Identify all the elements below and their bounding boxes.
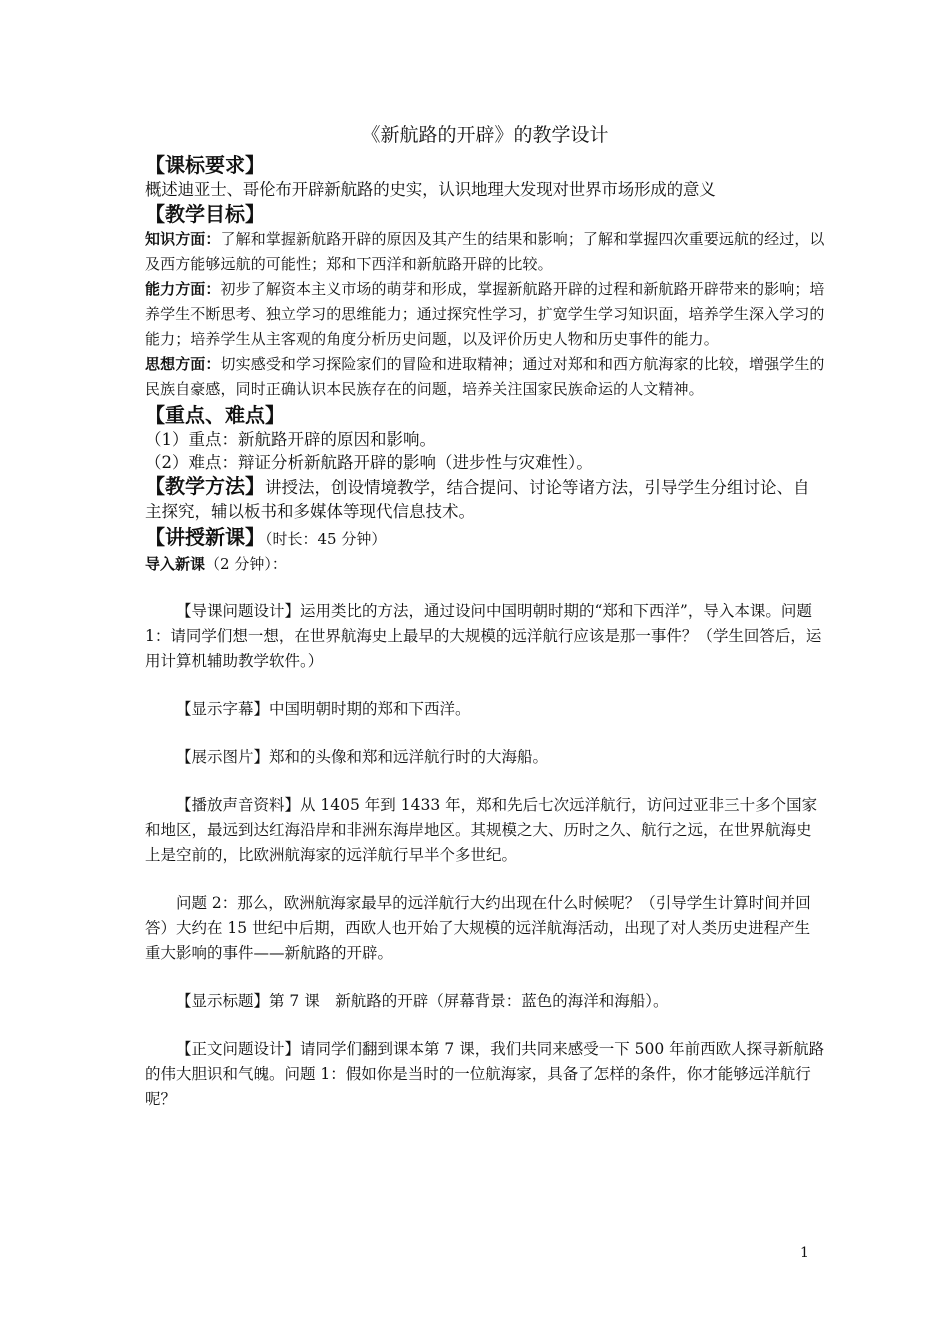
lesson-heading [145, 524, 825, 552]
intro-duration: （2 分钟）： [205, 555, 287, 573]
paragraph-caption: 【显示字幕】中国明朝时期的郑和下西洋。 [176, 700, 471, 718]
key-point-1: （1）重点：新航路开辟的原因和影响。 [145, 430, 436, 449]
thought-label: 思想方面： [145, 355, 221, 373]
goals-heading: 【教学目标】 [145, 202, 265, 226]
key-points-heading: 【重点、难点】 [145, 403, 285, 427]
lesson-duration: （时长：45 分钟） [265, 530, 387, 548]
document-page [145, 118, 825, 1112]
knowledge-text: 了解和掌握新航路开辟的原因及其产生的结果和影响；了解和掌握四次重要远航的经过，以及西方能够远航的可能性；郑和下西洋和新航路开辟的比较。 [145, 230, 825, 273]
paragraph-lesson-title: 【显示标题】第 7 课 新航路的开辟（屏幕背景：蓝色的海洋和海船）。 [176, 992, 669, 1010]
spacer [145, 674, 825, 697]
document-title: 《新航路的开辟》的教学设计 [361, 124, 609, 146]
spacer [145, 966, 825, 989]
paragraph-main-question: 【正文问题设计】请同学们翻到课本第 7 课，我们共同来感受一下 500 年前西欧人探寻新航路的伟大胆识和气魄。问题 1：假如你是当时的一位航海家，具备了怎样的条件，你才能够远洋航行呢？ [145, 1040, 825, 1108]
paragraph-image: 【展示图片】郑和的头像和郑和远洋航行时的大海船。 [176, 748, 549, 766]
thought-text: 切实感受和学习探险家们的冒险和进取精神；通过对郑和和西方航海家的比较，增强学生的民族自豪感，同时正确认识本民族存在的问题，培养关注国家民族命运的人文精神。 [145, 355, 825, 398]
paragraph-lead-question: 【导课问题设计】运用类比的方法，通过设问中国明朝时期的“郑和下西洋”，导入本课。问题 1：请同学们想一想，在世界航海史上最早的大规模的远洋航行应该是那一事件？（学生回答后，运用计算机辅助教学软件。） [145, 602, 822, 670]
curriculum-text: 概述迪亚士、哥伦布开辟新航路的史实，认识地理大发现对世界市场形成的意义 [145, 180, 716, 199]
page-number: 1 [800, 1245, 809, 1261]
curriculum-heading: 【课标要求】 [145, 153, 265, 177]
spacer [145, 770, 825, 793]
ability-label: 能力方面： [145, 280, 221, 298]
spacer [145, 868, 825, 891]
paragraph-question-2: 问题 2：那么，欧洲航海家最早的远洋航行大约出现在什么时候呢？（引导学生计算时间并回答）大约在 15 世纪中后期，西欧人也开始了大规模的远洋航海活动，出现了对人类历史进程产生重大影响的事件——新航路的开辟。 [145, 894, 811, 962]
knowledge-label: 知识方面： [145, 230, 221, 248]
ability-goal [145, 277, 825, 352]
ability-text: 初步了解资本主义市场的萌芽和形成，掌握新航路开辟的过程和新航路开辟带来的影响；培养学生不断思考、独立学习的思维能力；通过探究性学习，扩宽学生学习知识面，培养学生深入学习的能力；培养学生从主客观的角度分析历史问题，以及评价历史人物和历史事件的能力。 [145, 280, 825, 348]
spacer [145, 1014, 825, 1037]
spacer [145, 722, 825, 745]
lesson-heading-label: 【讲授新课】 [145, 525, 265, 549]
methods-heading: 【教学方法】 [145, 474, 265, 498]
paragraph-audio: 【播放声音资料】从 1405 年到 1433 年，郑和先后七次远洋航行，访问过亚非三十多个国家和地区，最远到达红海沿岸和非洲东海岸地区。其规模之大、历时之久、航行之远，在世界航海史上是空前的，比欧洲航海家的远洋航行早半个多世纪。 [145, 796, 818, 864]
spacer [145, 576, 825, 599]
knowledge-goal [145, 227, 825, 277]
methods-section [145, 474, 825, 524]
intro-line [145, 552, 825, 576]
thought-goal [145, 352, 825, 402]
methods-text: 讲授法，创设情境教学，结合提问、讨论等诸方法，引导学生分组讨论、自主探究，辅以板书和多媒体等现代信息技术。 [145, 478, 810, 521]
key-point-2: （2）难点：辩证分析新航路开辟的影响（进步性与灾难性）。 [145, 453, 593, 472]
intro-label: 导入新课 [145, 555, 206, 573]
